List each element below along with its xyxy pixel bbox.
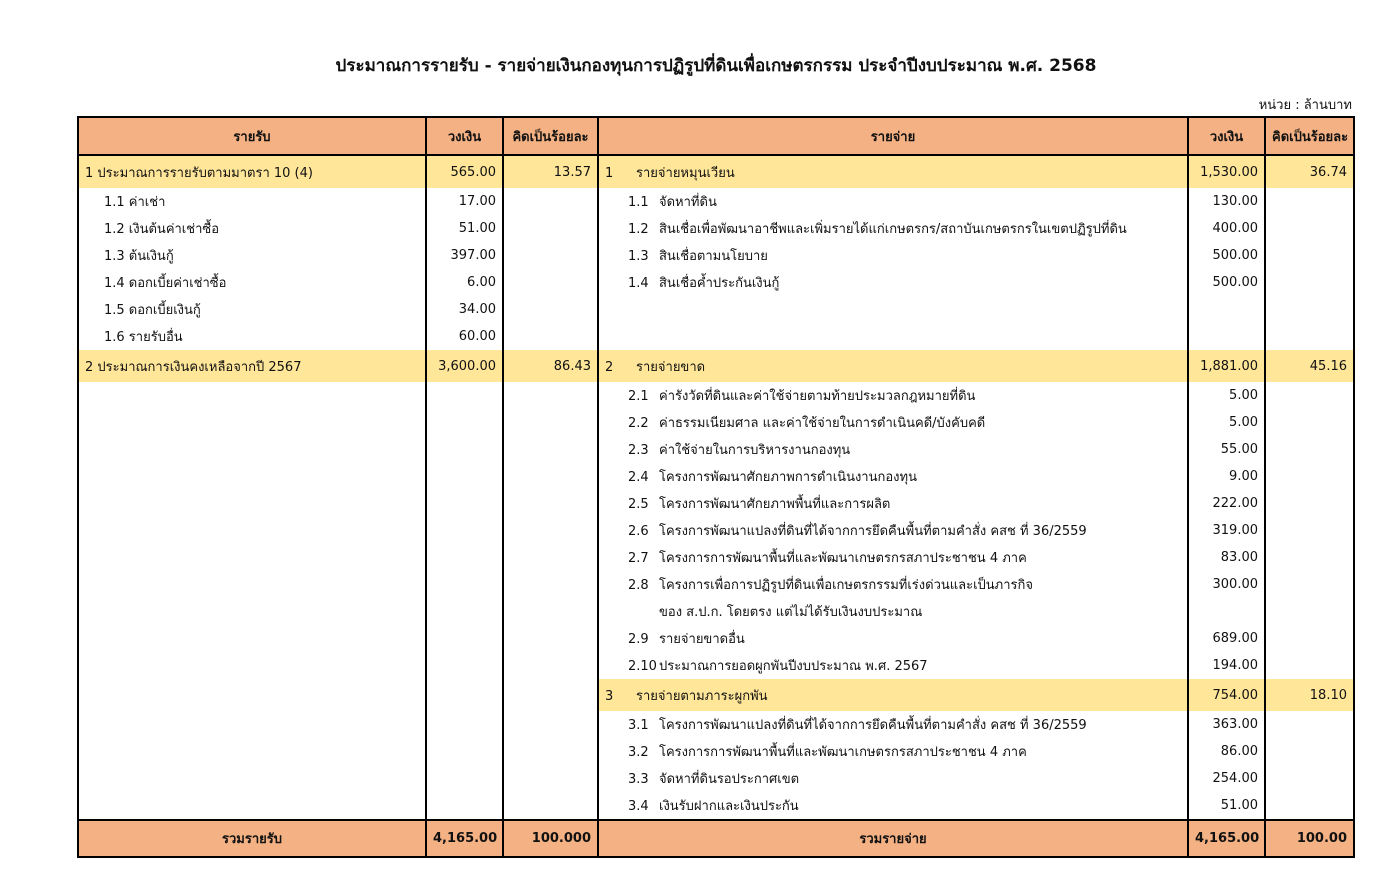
table-row	[78, 490, 1354, 517]
expense-item-label: 2.10 ประมาณการยอดผูกพันปีงบประมาณ พ.ศ. 2567	[598, 652, 1188, 679]
expense-section-label: 3 รายจ่ายตามภาระผูกพัน	[598, 679, 1188, 711]
table-row	[78, 296, 1354, 323]
table-row	[78, 242, 1354, 269]
income-item-label: 1.2 เงินต้นค่าเช่าซื้อ	[78, 215, 426, 242]
table-row	[78, 652, 1354, 679]
expense-item-label: 1.2 สินเชื่อเพื่อพัฒนาอาชีพและเพิ่มรายได้แก่เกษตรกร/สถาบันเกษตรกรในเขตปฏิรูปที่ดิน	[598, 215, 1188, 242]
expense-section-percent: 18.10	[1265, 679, 1354, 711]
income-section-percent: 13.57	[503, 155, 598, 188]
expense-section-label: 1 รายจ่ายหมุนเวียน	[598, 155, 1188, 188]
table-row	[78, 323, 1354, 350]
table-row	[78, 765, 1354, 792]
expense-item-label: 3.2 โครงการการพัฒนาพื้นที่และพัฒนาเกษตรกรสภาประชาชน 4 ภาค	[598, 738, 1188, 765]
expense-item-amount: 500.00	[1188, 269, 1265, 296]
income-total-percent: 100.000	[503, 820, 598, 857]
expense-item-label: 2.9 รายจ่ายขาดอื่น	[598, 625, 1188, 652]
expense-section-label: 2 รายจ่ายขาด	[598, 350, 1188, 382]
expense-section-amount: 1,881.00	[1188, 350, 1265, 382]
page-title: ประมาณการรายรับ - รายจ่ายเงินกองทุนการปฏิรูปที่ดินเพื่อเกษตรกรรม ประจำปีงบประมาณ พ.ศ. 2568	[335, 56, 1097, 76]
table-row	[78, 625, 1354, 652]
expense-item-label: 2.4 โครงการพัฒนาศักยภาพการดำเนินงานกองทุน	[598, 463, 1188, 490]
table-row	[78, 517, 1354, 544]
expense-total-amount: 4,165.00	[1188, 820, 1265, 857]
expense-item-label-continued: ของ ส.ป.ก. โดยตรง แต่ไม่ได้รับเงินงบประมาณ	[598, 598, 1188, 625]
expense-item-label: 3.3 จัดหาที่ดินรอประกาศเขต	[598, 765, 1188, 792]
income-section-amount: 3,600.00	[426, 350, 503, 382]
table-row	[78, 792, 1354, 820]
income-item-label: 1.3 ต้นเงินกู้	[78, 242, 426, 269]
expense-item-amount: 254.00	[1188, 765, 1265, 792]
expense-item-label: 2.5 โครงการพัฒนาศักยภาพพื้นที่และการผลิต	[598, 490, 1188, 517]
expense-item-amount: 5.00	[1188, 409, 1265, 436]
expense-section-amount: 1,530.00	[1188, 155, 1265, 188]
table-row	[78, 215, 1354, 242]
table-row	[78, 188, 1354, 215]
expense-item-label: 2.2 ค่าธรรมเนียมศาล และค่าใช้จ่ายในการดำเนินคดี/บังคับคดี	[598, 409, 1188, 436]
income-item-label: 1.6 รายรับอื่น	[78, 323, 426, 350]
income-section-percent: 86.43	[503, 350, 598, 382]
income-header: รายรับ	[78, 117, 426, 155]
table-row	[78, 409, 1354, 436]
table-row	[78, 350, 1354, 382]
expense-item-amount: 319.00	[1188, 517, 1265, 544]
table-row	[78, 544, 1354, 571]
expense-item-amount: 83.00	[1188, 544, 1265, 571]
expense-item-amount: 363.00	[1188, 711, 1265, 738]
income-total-amount: 4,165.00	[426, 820, 503, 857]
expense-item-label: 1.3 สินเชื่อตามนโยบาย	[598, 242, 1188, 269]
income-section-label: 2 ประมาณการเงินคงเหลือจากปี 2567	[78, 350, 426, 382]
expense-item-amount: 130.00	[1188, 188, 1265, 215]
expense-percent-header: คิดเป็นร้อยละ	[1265, 117, 1354, 155]
expense-section-percent: 45.16	[1265, 350, 1354, 382]
expense-section-percent: 36.74	[1265, 155, 1354, 188]
table-row	[78, 571, 1354, 598]
income-amount-header: วงเงิน	[426, 117, 503, 155]
expense-item-amount: 86.00	[1188, 738, 1265, 765]
expense-item-amount: 9.00	[1188, 463, 1265, 490]
table-row	[78, 711, 1354, 738]
expense-item-amount: 300.00	[1188, 571, 1265, 598]
expense-item-amount: 55.00	[1188, 436, 1265, 463]
income-total-label: รวมรายรับ	[78, 820, 426, 857]
expense-item-amount: 5.00	[1188, 382, 1265, 409]
expense-item-label: 2.6 โครงการพัฒนาแปลงที่ดินที่ได้จากการยึดคืนพื้นที่ตามคำสั่ง คสช ที่ 36/2559	[598, 517, 1188, 544]
expense-header: รายจ่าย	[598, 117, 1188, 155]
expense-item-amount: 500.00	[1188, 242, 1265, 269]
expense-item-amount: 51.00	[1188, 792, 1265, 820]
expense-item-amount: 400.00	[1188, 215, 1265, 242]
unit-label: หน่วย : ล้านบาท	[1258, 98, 1352, 113]
income-item-amount: 6.00	[426, 269, 503, 296]
header-row	[78, 117, 1354, 155]
expense-item-label: 2.8 โครงการเพื่อการปฏิรูปที่ดินเพื่อเกษตรกรรมที่เร่งด่วนและเป็นภารกิจ	[598, 571, 1188, 598]
table-row	[78, 382, 1354, 409]
expense-total-percent: 100.00	[1265, 820, 1354, 857]
expense-item-label: 2.3 ค่าใช้จ่ายในการบริหารงานกองทุน	[598, 436, 1188, 463]
table-row	[78, 463, 1354, 490]
total-row	[78, 820, 1354, 857]
income-item-amount: 17.00	[426, 188, 503, 215]
expense-section-num: 1	[605, 165, 614, 181]
expense-total-label: รวมรายจ่าย	[598, 820, 1188, 857]
expense-item-amount: 194.00	[1188, 652, 1265, 679]
table-row	[78, 679, 1354, 711]
expense-item-amount: 222.00	[1188, 490, 1265, 517]
expense-item-amount: 689.00	[1188, 625, 1265, 652]
income-section-label: 1 ประมาณการรายรับตามมาตรา 10 (4)	[78, 155, 426, 188]
income-section-amount: 565.00	[426, 155, 503, 188]
expense-item-label: 3.1 โครงการพัฒนาแปลงที่ดินที่ได้จากการยึดคืนพื้นที่ตามคำสั่ง คสช ที่ 36/2559	[598, 711, 1188, 738]
expense-item-label: 2.1 ค่ารังวัดที่ดินและค่าใช้จ่ายตามท้ายประมวลกฎหมายที่ดิน	[598, 382, 1188, 409]
expense-item-label: 1.1 จัดหาที่ดิน	[598, 188, 1188, 215]
income-item-label: 1.5 ดอกเบี้ยเงินกู้	[78, 296, 426, 323]
budget-table	[77, 116, 1355, 858]
expense-amount-header: วงเงิน	[1188, 117, 1265, 155]
income-item-label: 1.4 ดอกเบี้ยค่าเช่าซื้อ	[78, 269, 426, 296]
table-row	[78, 269, 1354, 296]
expense-item-label: 2.7 โครงการการพัฒนาพื้นที่และพัฒนาเกษตรกรสภาประชาชน 4 ภาค	[598, 544, 1188, 571]
table-row	[78, 738, 1354, 765]
table-row	[78, 155, 1354, 188]
income-percent-header: คิดเป็นร้อยละ	[503, 117, 598, 155]
table-row	[78, 436, 1354, 463]
table-row	[78, 598, 1354, 625]
income-item-amount: 51.00	[426, 215, 503, 242]
income-item-amount: 60.00	[426, 323, 503, 350]
income-item-amount: 34.00	[426, 296, 503, 323]
income-item-amount: 397.00	[426, 242, 503, 269]
expense-section-amount: 754.00	[1188, 679, 1265, 711]
income-item-label: 1.1 ค่าเช่า	[78, 188, 426, 215]
expense-item-label: 3.4 เงินรับฝากและเงินประกัน	[598, 792, 1188, 820]
expense-item-label: 1.4 สินเชื่อค้ำประกันเงินกู้	[598, 269, 1188, 296]
